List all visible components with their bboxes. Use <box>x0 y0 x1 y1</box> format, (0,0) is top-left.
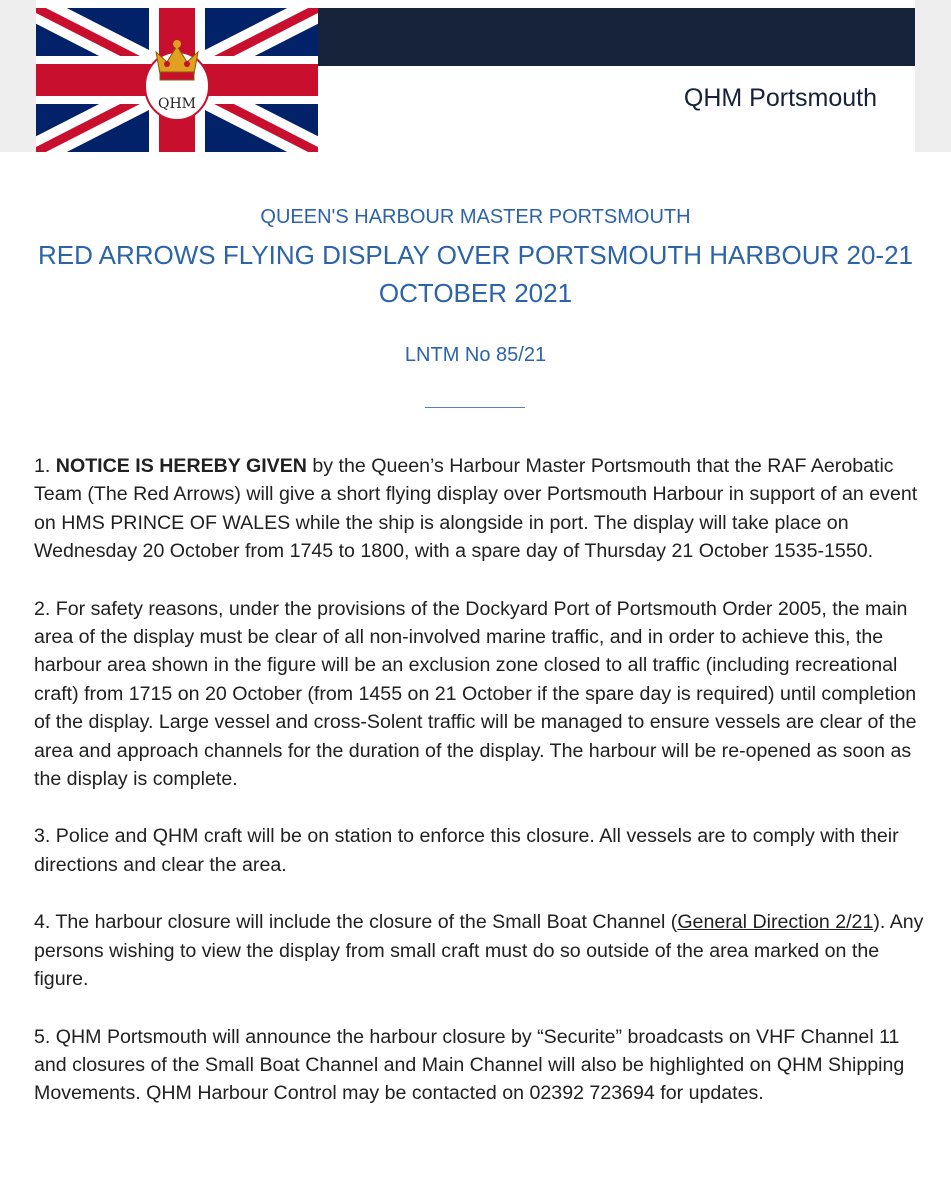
header <box>36 8 915 156</box>
page-margin-left <box>0 0 36 152</box>
paragraph-3: 3. Police and QHM craft will be on station to enforce this closure. All vessels are to comply with their directions and clear the area. <box>34 825 899 876</box>
brand-name: QHM Portsmouth <box>683 84 877 112</box>
flag-badge-text: QHM <box>157 96 197 112</box>
general-direction-link[interactable]: General Direction 2/21 <box>677 911 874 934</box>
paragraph-2: 2. For safety reasons, under the provisions of the Dockyard Port of Portsmouth Order 2005, the main area of the display must be clear of all non-involved marine traffic, and in order to achieve this, the harbour area shown in the figure will be an exclusion zone closed to all traffic (including recreational craft) from 1715 on 20 October (from 1455 on 21 October if the spare day is required) until completion of the display. Large vessel and cross-Solent traffic will be managed to ensure vessels are clear of the area and approach channels for the duration of the display. The harbour will be re-opened as soon as the display is complete. <box>34 597 917 791</box>
notice-reference: LNTM No 85/21 <box>404 344 547 366</box>
paragraph-5: 5. QHM Portsmouth will announce the harbour closure by “Securite” broadcasts on VHF Channel 11 and closures of the Small Boat Channel and Main Channel will also be highlighted on QHM Shipping Movements. QHM Harbour Control may be contacted on 02392 723694 for updates. <box>34 1025 905 1105</box>
header-navy-bar <box>316 8 915 66</box>
paragraph-text: 4. The harbour closure will include the closure of the Small Boat Channel ( <box>34 911 678 934</box>
organisation-heading: QUEEN'S HARBOUR MASTER PORTSMOUTH <box>260 206 691 228</box>
notice-bold-lead: NOTICE IS HEREBY GIVEN <box>55 455 307 477</box>
paragraph-text: by the Queen’s Harbour Master Portsmouth that the RAF Aerobatic Team (The Red Arrows) will give a short flying display over Portsmouth Harbour in support of an event on HMS PRINCE OF WALES while the ship is alongside in port. The display will take place on Wednesday 20 October from 1745 to 1800, with a spare day of Thursday 21 October 1535-1550. <box>34 455 918 563</box>
page-title: RED ARROWS FLYING DISPLAY OVER PORTSMOUTH HARBOUR 20-21 OCTOBER 2021 <box>37 240 914 308</box>
page-margin-right <box>915 0 951 152</box>
paragraph-1 <box>34 452 924 566</box>
notice-body <box>34 452 924 1137</box>
paragraph-4 <box>34 908 924 993</box>
union-flag-logo <box>36 8 318 152</box>
divider <box>425 407 525 408</box>
paragraph-number: 1. <box>34 455 51 477</box>
paragraph-text: ). Any persons wishing to view the display from small craft must do so outside of the area marked on the figure. <box>34 911 924 991</box>
